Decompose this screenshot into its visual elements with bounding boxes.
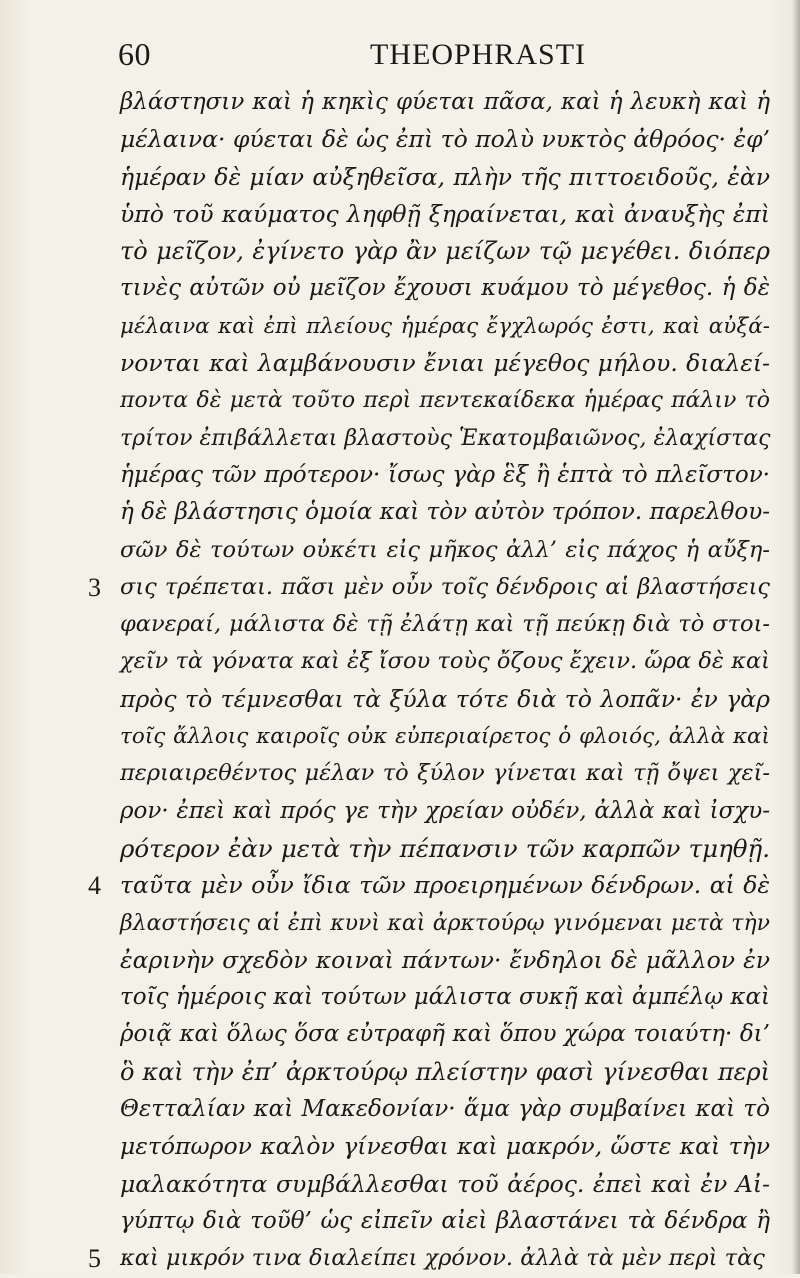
line-text: περιαιρεθέντος μέλαν τὸ ξύλον γίνεται καὶ τῇ ὄψει χεῖ- [120, 760, 770, 787]
line-text: ἡμέρας τῶν πρότερον· ἴσως γὰρ ἓξ ἢ ἑπτὰ τὸ πλεῖστον· [120, 461, 770, 488]
text-line [120, 1016, 770, 1053]
line-text: ῥοιᾷ καὶ ὅλως ὅσα εὐτραφῆ καὶ ὅπου χώρα τοιαύτη· δι’ [120, 1021, 770, 1048]
line-text: μετόπωρον καλὸν γίνεσθαι καὶ μακρόν, ὥστε καὶ τὴν [120, 1132, 770, 1161]
text-line [88, 867, 770, 904]
text-line [120, 606, 770, 643]
text-line [120, 979, 770, 1016]
text-line [120, 718, 770, 755]
text-line [120, 1166, 770, 1203]
text-line [120, 345, 770, 382]
text-line [120, 1091, 770, 1128]
page-number: 60 [118, 36, 151, 72]
text-line [120, 382, 770, 419]
text-line [120, 270, 770, 307]
line-text: τινὲς αὐτῶν οὐ μεῖζον ἔχουσι κυάμου τὸ μέγεθος. ἡ δὲ [120, 275, 770, 302]
line-text: σις τρέπεται. πᾶσι μὲν οὖν τοῖς δένδροις αἱ βλαστήσεις [120, 573, 770, 600]
line-text: βλαστήσεις αἱ ἐπὶ κυνὶ καὶ ἀρκτούρῳ γινόμεναι μετὰ τὴν [120, 910, 770, 936]
text-line [120, 420, 770, 457]
text-line [120, 1054, 770, 1091]
text-line [120, 233, 770, 270]
line-text: ρον· ἐπεὶ καὶ πρός γε τὴν χρείαν οὐδέν, ἀλλὰ καὶ ἰσχυ- [120, 797, 770, 824]
line-text: ποντα δὲ μετὰ τοῦτο περὶ πεντεκαίδεκα ἡμέρας πάλιν τὸ [120, 388, 770, 414]
text-line [120, 755, 770, 792]
text-line [120, 681, 770, 718]
line-text: φανεραί, μάλιστα δὲ τῇ ἐλάτῃ καὶ τῇ πεύκῃ διὰ τὸ στοι- [120, 611, 770, 638]
line-text: καὶ μικρόν τινα διαλείπει χρόνον. ἀλλὰ τὰ μὲν περὶ τὰς [120, 1245, 765, 1272]
text-line [120, 905, 770, 942]
running-head: THEOPHRASTI [370, 38, 587, 71]
text-line [120, 1203, 770, 1240]
section-number: 4 [88, 871, 101, 901]
text-line [120, 121, 770, 158]
text-line [120, 643, 770, 680]
line-text: σῶν δὲ τούτων οὐκέτι εἰς μῆκος ἀλλ’ εἰς πάχος ἡ αὔξη- [120, 536, 770, 563]
text-line [120, 494, 770, 531]
section-number: 5 [88, 1244, 101, 1274]
text-line [120, 84, 770, 121]
line-text: Θετταλίαν καὶ Μακεδονίαν· ἅμα γὰρ συμβαίνει καὶ τὸ [120, 1096, 770, 1123]
line-text: μέλαινα· φύεται δὲ ὡς ἐπὶ τὸ πολὺ νυκτὸς ἀθρόος· ἐφ’ [120, 125, 771, 154]
text-line [120, 830, 770, 867]
line-text: μέλαινα καὶ ἐπὶ πλείους ἡμέρας ἔγχλωρός ἐστι, καὶ αὐξά- [120, 313, 770, 339]
page-spine-shadow [792, 0, 800, 1274]
text-line [120, 793, 770, 830]
line-text: τὸ μεῖζον, ἐγίνετο γὰρ ἂν μείζων τῷ μεγέθει. διόπερ [120, 237, 770, 266]
line-text: ὑπὸ τοῦ καύματος ληφθῇ ξηραίνεται, καὶ ἀναυξὴς ἐπὶ [120, 199, 770, 228]
body-text [88, 84, 771, 1278]
text-line [120, 1128, 770, 1165]
text-line [88, 1240, 770, 1277]
page-header [0, 30, 800, 80]
text-line [120, 532, 770, 569]
line-text: βλάστησιν καὶ ἡ κηκὶς φύεται πᾶσα, καὶ ἡ λευκὴ καὶ ἡ [120, 89, 770, 115]
line-text: τοῖς ἄλλοις καιροῖς οὐκ εὐπεριαίρετος ὁ φλοιός, ἀλλὰ καὶ [120, 724, 770, 750]
line-text: ὃ καὶ τὴν ἐπ’ ἀρκτούρῳ πλείστην φασὶ γίνεσθαι περὶ [120, 1057, 770, 1086]
line-text: ταῦτα μὲν οὖν ἴδια τῶν προειρημένων δένδρων. αἱ δὲ [120, 871, 770, 900]
line-text: ἡ δὲ βλάστησις ὁμοία καὶ τὸν αὐτὸν τρόπον. παρελθου- [120, 499, 770, 526]
text-line [120, 942, 770, 979]
line-text: ρότερον ἐὰν μετὰ τὴν πέπανσιν τῶν καρπῶν τμηθῇ. [120, 833, 770, 863]
line-text: ἡμέραν δὲ μίαν αὐξηθεῖσα, πλὴν τῆς πιττοειδοῦς, ἐὰν [120, 162, 770, 191]
text-line [88, 569, 770, 606]
line-text: ἐαρινὴν σχεδὸν κοιναὶ πάντων· ἔνδηλοι δὲ μᾶλλον ἐν [120, 945, 770, 974]
line-text: χεῖν τὰ γόνατα καὶ ἐξ ἴσου τοὺς ὄζους ἔχειν. ὥρα δὲ καὶ [120, 648, 770, 675]
line-text: τρίτον ἐπιβάλλεται βλαστοὺς Ἑκατομβαιῶνος, ἐλαχίστας [120, 425, 771, 451]
text-line [120, 308, 770, 345]
text-line [120, 159, 770, 196]
text-line [120, 196, 770, 233]
line-text: νονται καὶ λαμβάνουσιν ἔνιαι μέγεθος μήλου. διαλεί- [120, 349, 770, 378]
line-text: μαλακότητα συμβάλλεσθαι τοῦ ἀέρος. ἐπεὶ καὶ ἐν Αἰ- [120, 1169, 770, 1198]
text-line [120, 457, 770, 494]
section-number: 3 [88, 572, 101, 602]
line-text: γύπτῳ διὰ τοῦθ’ ὡς εἰπεῖν αἰεὶ βλαστάνει τὰ δένδρα ἢ [120, 1207, 770, 1234]
line-text: τοῖς ἡμέροις καὶ τούτων μάλιστα συκῇ καὶ ἀμπέλῳ καὶ [120, 984, 771, 1011]
line-text: πρὸς τὸ τέμνεσθαι τὰ ξύλα τότε διὰ τὸ λοπᾶν· ἐν γὰρ [120, 684, 770, 713]
